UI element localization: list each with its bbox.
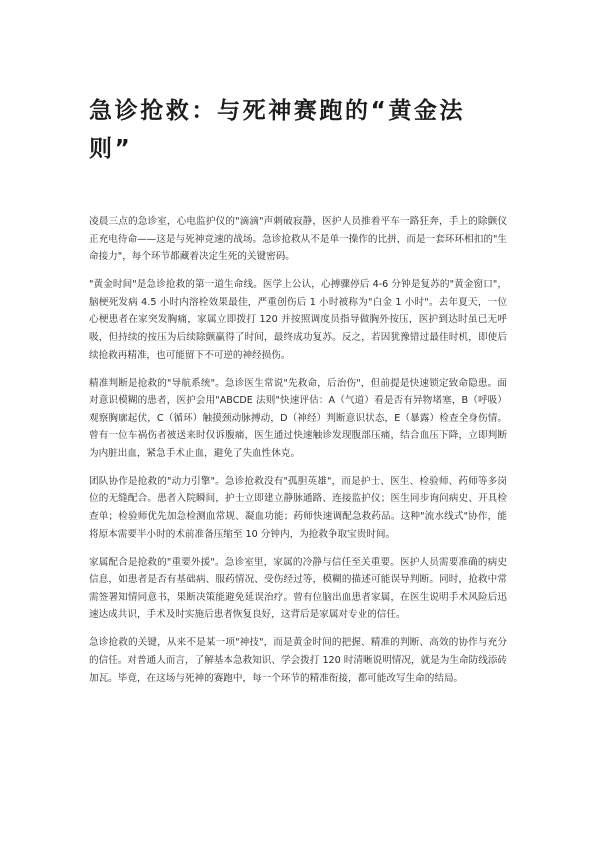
paragraph-family-cooperation: 家属配合是抢救的"重要外援"。急诊室里，家属的冷静与信任至关重要。医护人员需要准确的病史信息，如患者是否有基础病、服药情况、受伤经过等，模糊的描述可能误导判断。同时，抢救中常需签署知情同意书，果断决策能避免延误治疗。曾有位脑出血患者家属，在医生说明手术风险后迅速达成共识，手术及时实施后患者恢复良好，这背后是家属对专业的信任。 <box>89 556 507 621</box>
article-body <box>89 213 507 687</box>
paragraph-intro: 凌晨三点的急诊室，心电监护仪的"滴滴"声刺破寂静，医护人员推着平车一路狂奔，手上的除颤仪正充电待命——这是与死神竞速的战场。急诊抢救从不是单一操作的比拼，而是一套环环相扣的"生命接力"，每个环节都藏着决定生死的关键密码。 <box>89 216 507 263</box>
paragraph-conclusion: 急诊抢救的关键，从来不是某一项"神技"，而是黄金时间的把握、精准的判断、高效的协作与充分的信任。对普通人而言，了解基本急救知识、学会拨打 120 时清晰说明情况，就是为生命防线添砖加瓦。毕竟，在这场与死神的赛跑中，每一个环节的精准衔接，都可能改写生命的结局。 <box>89 637 507 684</box>
paragraph-precise-judgment: 精准判断是抢救的"导航系统"。急诊医生常说"先救命，后治伤"，但前提是快速锁定致命隐患。面对意识模糊的患者，医护会用"ABCDE 法则"快速评估：A（气道）看是否有异物堵塞，B（呼吸）观察胸廓起伏，C（循环）触摸颈动脉搏动，D（神经）判断意识状态，E（暴露）检查全身伤情。曾有一位车祸伤者被送来时仅诉腹痛，医生通过快速触诊发现腹部压痛，结合血压下降，立即判断为内脏出血，紧急手术止血，避免了失血性休克。 <box>89 377 507 459</box>
paragraph-golden-time: "黄金时间"是急诊抢救的第一道生命线。医学上公认，心搏骤停后 4-6 分钟是复苏的"黄金窗口"，脑梗死发病 4.5 小时内溶栓效果最佳，严重创伤后 1 小时被称为"白金 1 小时"。去年夏天，一位心梗患者在家突发胸痛，家属立即拨打 120 并按照调度员指导做胸外按压，医护到达时虽已无呼吸，但持续的按压为后续除颤赢得了时间，最终成功复苏。反之，若因犹豫错过最佳时机，即使后续抢救再精准，也可能留下不可逆的神经损伤。 <box>89 279 507 361</box>
article-title: 急诊抢救：与死神赛跑的“黄金法则” <box>89 98 466 162</box>
paragraph-teamwork: 团队协作是抢救的"动力引擎"。急诊抢救没有"孤胆英雄"，而是护士、医生、检验师、药师等多岗位的无缝配合。患者入院瞬间，护士立即建立静脉通路、连接监护仪；医生同步询问病史、开具检查单；检验师优先加急检测血常规、凝血功能；药师快速调配急救药品。这种"流水线式"协作，能将原本需要半小时的术前准备压缩至 10 分钟内，为抢救争取宝贵时间。 <box>89 475 507 540</box>
